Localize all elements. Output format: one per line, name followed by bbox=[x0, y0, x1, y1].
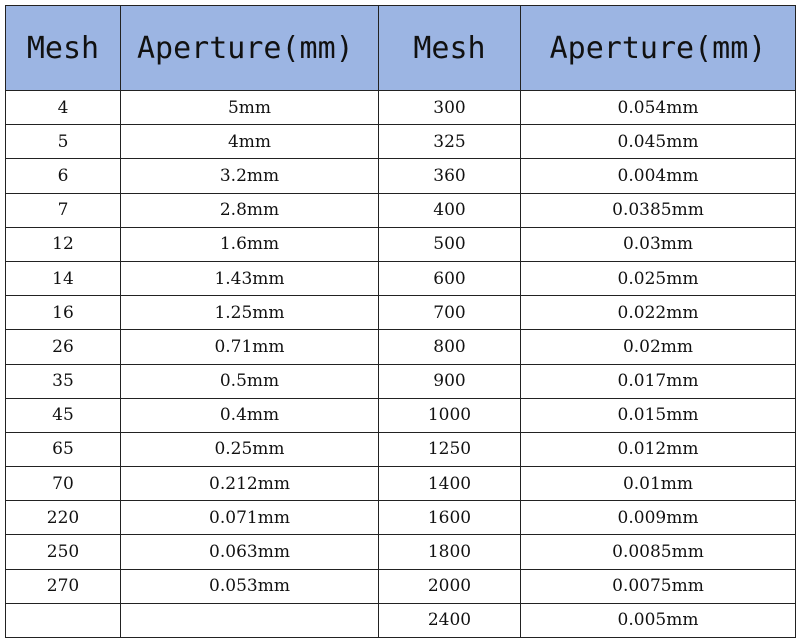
cell-aperture-right: 0.0075mm bbox=[521, 569, 796, 603]
cell-aperture-right: 0.025mm bbox=[521, 261, 796, 295]
cell-aperture-right: 0.0385mm bbox=[521, 193, 796, 227]
cell-aperture-right: 0.015mm bbox=[521, 398, 796, 432]
header-row bbox=[6, 6, 796, 91]
table-row bbox=[6, 432, 796, 466]
cell-aperture-left: 0.4mm bbox=[121, 398, 379, 432]
cell-mesh-right: 1800 bbox=[379, 535, 521, 569]
cell-mesh-right: 2000 bbox=[379, 569, 521, 603]
cell-mesh-left bbox=[6, 603, 121, 637]
cell-aperture-left: 0.063mm bbox=[121, 535, 379, 569]
cell-mesh-right: 1000 bbox=[379, 398, 521, 432]
table-row bbox=[6, 125, 796, 159]
cell-mesh-left: 250 bbox=[6, 535, 121, 569]
cell-aperture-left: 3.2mm bbox=[121, 159, 379, 193]
table-row bbox=[6, 159, 796, 193]
cell-aperture-right: 0.01mm bbox=[521, 467, 796, 501]
cell-aperture-left bbox=[121, 603, 379, 637]
cell-mesh-left: 220 bbox=[6, 501, 121, 535]
table-row bbox=[6, 193, 796, 227]
table-row bbox=[6, 569, 796, 603]
header-mesh-1: Mesh bbox=[6, 6, 121, 91]
table-header bbox=[6, 6, 796, 91]
cell-aperture-left: 0.25mm bbox=[121, 432, 379, 466]
table-row bbox=[6, 603, 796, 637]
cell-mesh-right: 500 bbox=[379, 227, 521, 261]
cell-mesh-right: 1250 bbox=[379, 432, 521, 466]
cell-mesh-left: 4 bbox=[6, 91, 121, 125]
cell-aperture-left: 1.43mm bbox=[121, 261, 379, 295]
cell-aperture-left: 0.071mm bbox=[121, 501, 379, 535]
cell-aperture-left: 2.8mm bbox=[121, 193, 379, 227]
mesh-aperture-table bbox=[5, 5, 796, 638]
cell-aperture-right: 0.022mm bbox=[521, 296, 796, 330]
table-row bbox=[6, 535, 796, 569]
cell-mesh-right: 1400 bbox=[379, 467, 521, 501]
cell-aperture-right: 0.03mm bbox=[521, 227, 796, 261]
table-row bbox=[6, 296, 796, 330]
cell-mesh-right: 325 bbox=[379, 125, 521, 159]
cell-aperture-left: 0.053mm bbox=[121, 569, 379, 603]
cell-aperture-right: 0.017mm bbox=[521, 364, 796, 398]
cell-mesh-left: 26 bbox=[6, 330, 121, 364]
table-row bbox=[6, 398, 796, 432]
table-row bbox=[6, 330, 796, 364]
cell-aperture-right: 0.009mm bbox=[521, 501, 796, 535]
cell-mesh-left: 7 bbox=[6, 193, 121, 227]
header-aperture-1: Aperture(mm) bbox=[121, 6, 379, 91]
cell-mesh-right: 400 bbox=[379, 193, 521, 227]
cell-aperture-right: 0.02mm bbox=[521, 330, 796, 364]
header-mesh-2: Mesh bbox=[379, 6, 521, 91]
cell-mesh-right: 2400 bbox=[379, 603, 521, 637]
cell-aperture-right: 0.004mm bbox=[521, 159, 796, 193]
cell-mesh-right: 800 bbox=[379, 330, 521, 364]
cell-mesh-left: 16 bbox=[6, 296, 121, 330]
cell-mesh-left: 65 bbox=[6, 432, 121, 466]
table-row bbox=[6, 91, 796, 125]
cell-aperture-right: 0.054mm bbox=[521, 91, 796, 125]
cell-mesh-left: 70 bbox=[6, 467, 121, 501]
cell-mesh-left: 270 bbox=[6, 569, 121, 603]
header-aperture-2: Aperture(mm) bbox=[521, 6, 796, 91]
table-row bbox=[6, 467, 796, 501]
table-row bbox=[6, 364, 796, 398]
cell-aperture-right: 0.005mm bbox=[521, 603, 796, 637]
cell-mesh-right: 900 bbox=[379, 364, 521, 398]
cell-mesh-left: 6 bbox=[6, 159, 121, 193]
cell-mesh-left: 12 bbox=[6, 227, 121, 261]
cell-mesh-right: 1600 bbox=[379, 501, 521, 535]
cell-aperture-left: 4mm bbox=[121, 125, 379, 159]
cell-aperture-left: 5mm bbox=[121, 91, 379, 125]
cell-aperture-right: 0.045mm bbox=[521, 125, 796, 159]
cell-mesh-right: 600 bbox=[379, 261, 521, 295]
table-row bbox=[6, 261, 796, 295]
table-row bbox=[6, 227, 796, 261]
cell-mesh-left: 14 bbox=[6, 261, 121, 295]
table-body bbox=[6, 91, 796, 638]
cell-mesh-right: 700 bbox=[379, 296, 521, 330]
cell-aperture-left: 1.25mm bbox=[121, 296, 379, 330]
cell-aperture-left: 0.5mm bbox=[121, 364, 379, 398]
cell-mesh-left: 35 bbox=[6, 364, 121, 398]
cell-aperture-right: 0.012mm bbox=[521, 432, 796, 466]
cell-mesh-left: 5 bbox=[6, 125, 121, 159]
cell-mesh-left: 45 bbox=[6, 398, 121, 432]
cell-aperture-right: 0.0085mm bbox=[521, 535, 796, 569]
table-row bbox=[6, 501, 796, 535]
cell-aperture-left: 1.6mm bbox=[121, 227, 379, 261]
cell-mesh-right: 300 bbox=[379, 91, 521, 125]
cell-aperture-left: 0.71mm bbox=[121, 330, 379, 364]
cell-mesh-right: 360 bbox=[379, 159, 521, 193]
cell-aperture-left: 0.212mm bbox=[121, 467, 379, 501]
